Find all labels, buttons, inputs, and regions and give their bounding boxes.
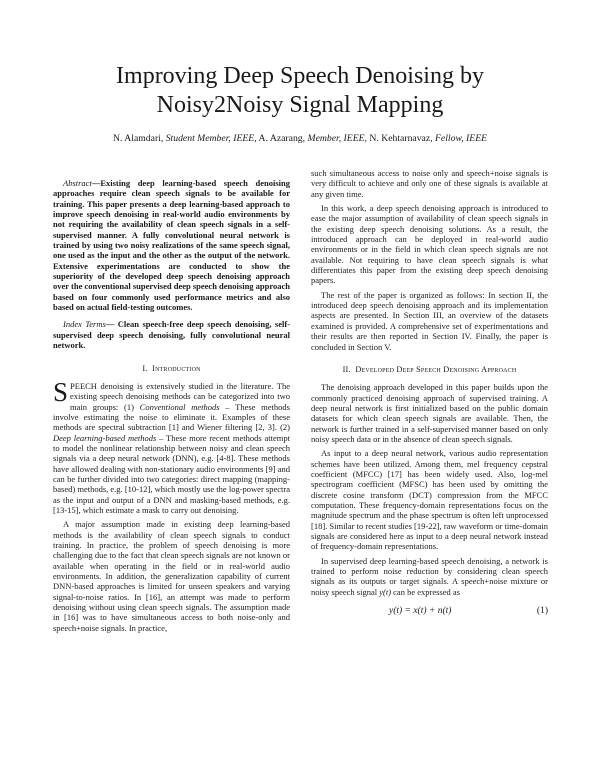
- approach-text: In supervised deep learning-based speech denoising, a network is trained to perform noise reduction by considering clean speech signals as its outputs or target signals. A speech+noise mixture or noisy speech signal: [311, 555, 548, 597]
- index-terms-dash: —: [105, 319, 118, 330]
- approach-text: can be expressed as: [391, 586, 460, 597]
- intro-paragraph-2-continued: such simultaneous access to noise only and speech+noise signals is very difficult to achieve and only one of these signals is available at any given time.: [311, 168, 548, 199]
- author-role: Member, IEEE: [307, 133, 365, 144]
- author-separator: ,: [364, 133, 370, 144]
- intro-paragraph-3: In this work, a deep speech denoising approach is introduced to ease the major assumption of availability of clean speech signals in the existing deep speech denoising solutions. As a result, the introduced approach can be deployed in real-world audio environments or in the field in which clean speech signals are not available. Not requiring to have clean speech signals is what differentiates this paper from the existing deep speech denoising papers.: [311, 203, 548, 286]
- author-role: Fellow, IEEE: [435, 133, 488, 144]
- abstract: [53, 178, 290, 312]
- author-list: [30, 133, 570, 145]
- author-separator: ,: [160, 133, 166, 144]
- equation-number: (1): [536, 606, 548, 617]
- index-terms: [53, 319, 290, 350]
- abstract-text: Existing deep learning-based speech denoising approaches require clean speech signals to be available for training. This paper presents a deep learning-based approach to improve speech denoising in real-world audio environments by not requiring the availability of clean speech signals in a self-supervised manner. A fully convolutional neural network is trained by using two noisy realizations of the same speech signal, one used as the input and the other as the output of the network. Extensive experimentations are conducted to show the superiority of the developed deep speech denoising approach over the conventional supervised deep speech denoising approach based on four commonly used performance metrics and also based on actual field-testing outcomes.: [53, 178, 290, 313]
- equation-body: y(t) = x(t) + n(t): [389, 606, 452, 617]
- author-name: N. Alamdari: [112, 133, 161, 144]
- index-terms-text: Clean speech-free deep speech denoising, self-supervised deep speech denoising, fully convolutional neural network.: [53, 319, 291, 351]
- left-column: [53, 178, 290, 633]
- section-title: Introduction: [152, 363, 201, 373]
- intro-emphasis: Conventional methods: [139, 401, 220, 412]
- approach-paragraph-2: As input to a deep neural network, various audio representation schemes have been utilized. Among them, mel frequency cepstral coefficient (MFCC) [17] has been widely used. Also, log-mel spectrogram coefficient (MFSC) has been used by omitting the discrete cosine transform (DCT) compression from the MFCC computation. These frequency-domain representations focus on the magnitude spectrum and the phase spectrum is often left unprocessed [18]. Similar to recent studies [19-22], raw waveform or time-domain signals are considered here as input to a deep neural network instead of frequency-domain representations.: [311, 448, 548, 552]
- math-variable: y(t): [379, 586, 392, 597]
- abstract-dash: —: [91, 178, 101, 188]
- index-terms-label: Index Terms: [63, 319, 106, 330]
- intro-paragraph-4: The rest of the paper is organized as follows: In section II, the introduced deep speech denoising approach and its implementation aspects are presented. In Section III, an overview of the datasets examined is provided. A comprehensive set of experimentations and their results are then reported in Section IV. Finally, the paper is concluded in Section V.: [311, 289, 548, 352]
- paper-title-line-1: Improving Deep Speech Denoising by: [116, 63, 484, 89]
- intro-paragraph-1: [53, 376, 290, 515]
- right-column: [311, 168, 548, 616]
- section-title: Developed Deep Speech Denoising Approach: [355, 364, 517, 374]
- abstract-label: Abstract: [63, 178, 92, 188]
- equation-1: [311, 606, 548, 616]
- paper-title-line-2: Noisy2Noisy Signal Mapping: [156, 92, 444, 118]
- drop-cap: S: [53, 376, 69, 407]
- author-name: N. Kehtarnavaz: [369, 133, 431, 144]
- approach-paragraph-1: The denoising approach developed in this paper builds upon the commonly practiced denoising approach of supervised training. A deep neural network is first initialized based on the public domain datasets for which clean speech signals are available. Then, the network is further trained in a self-supervised manner based on only noisy speech data or in the absence of clean speech signals.: [311, 382, 548, 444]
- author-role: Student Member, IEEE: [165, 133, 255, 144]
- intro-paragraph-2: A major assumption made in existing deep learning-based methods is the availability of clean speech signals to conduct training. In practice, the problem of speech denoising is more challenging due to the fact that clean speech signals are not known or available when operating in the field or in real-world audio environments. In addition, the generalization capability of current DNN-based approaches is limited for unseen speakers and varying signal-to-noise ratios. In [16], an attempt was made to perform denoising without using clean speech signals. The assumption made in [16] was to have simultaneous access to both noise-only and speech+noise signals. In practice,: [53, 519, 290, 633]
- author-name: A. Azarang: [258, 133, 303, 144]
- author-separator: ,: [302, 133, 308, 144]
- section-number: II.: [342, 364, 351, 374]
- paper-title: [40, 62, 560, 120]
- intro-text: denoising is extensively studied in the literature. The existing speech denoising methods can be categorized into two main groups: (1): [70, 380, 290, 412]
- section-heading-introduction: [53, 364, 290, 374]
- section-number: I.: [142, 363, 148, 373]
- intro-first-word: PEECH: [70, 380, 97, 391]
- intro-text: – These methods involve estimating the noise to eliminate it. Examples of these methods are spectral subtraction [1] and Wiener filtering [2, 3]. (2): [53, 401, 290, 433]
- intro-text: – These more recent methods attempt to model the nonlinear relationship between noisy and clean speech signals via a deep neural network (DNN), e.g. [4-8]. These methods have allowed dealing with non-stationary audio environments [9] and can be further divided into two categories: direct mapping (mapping-based) methods, e.g. [10-12], which mostly use the log-power spectra as the input and output of a DNN and masking-based methods, e.g. [13-15], which estimate a mask to carry out denoising.: [53, 432, 290, 515]
- author-separator: ,: [430, 133, 436, 144]
- intro-emphasis: Deep learning-based methods: [53, 432, 157, 443]
- author-separator: ,: [254, 133, 259, 144]
- section-heading-approach: [311, 365, 548, 375]
- approach-paragraph-3: [311, 556, 548, 597]
